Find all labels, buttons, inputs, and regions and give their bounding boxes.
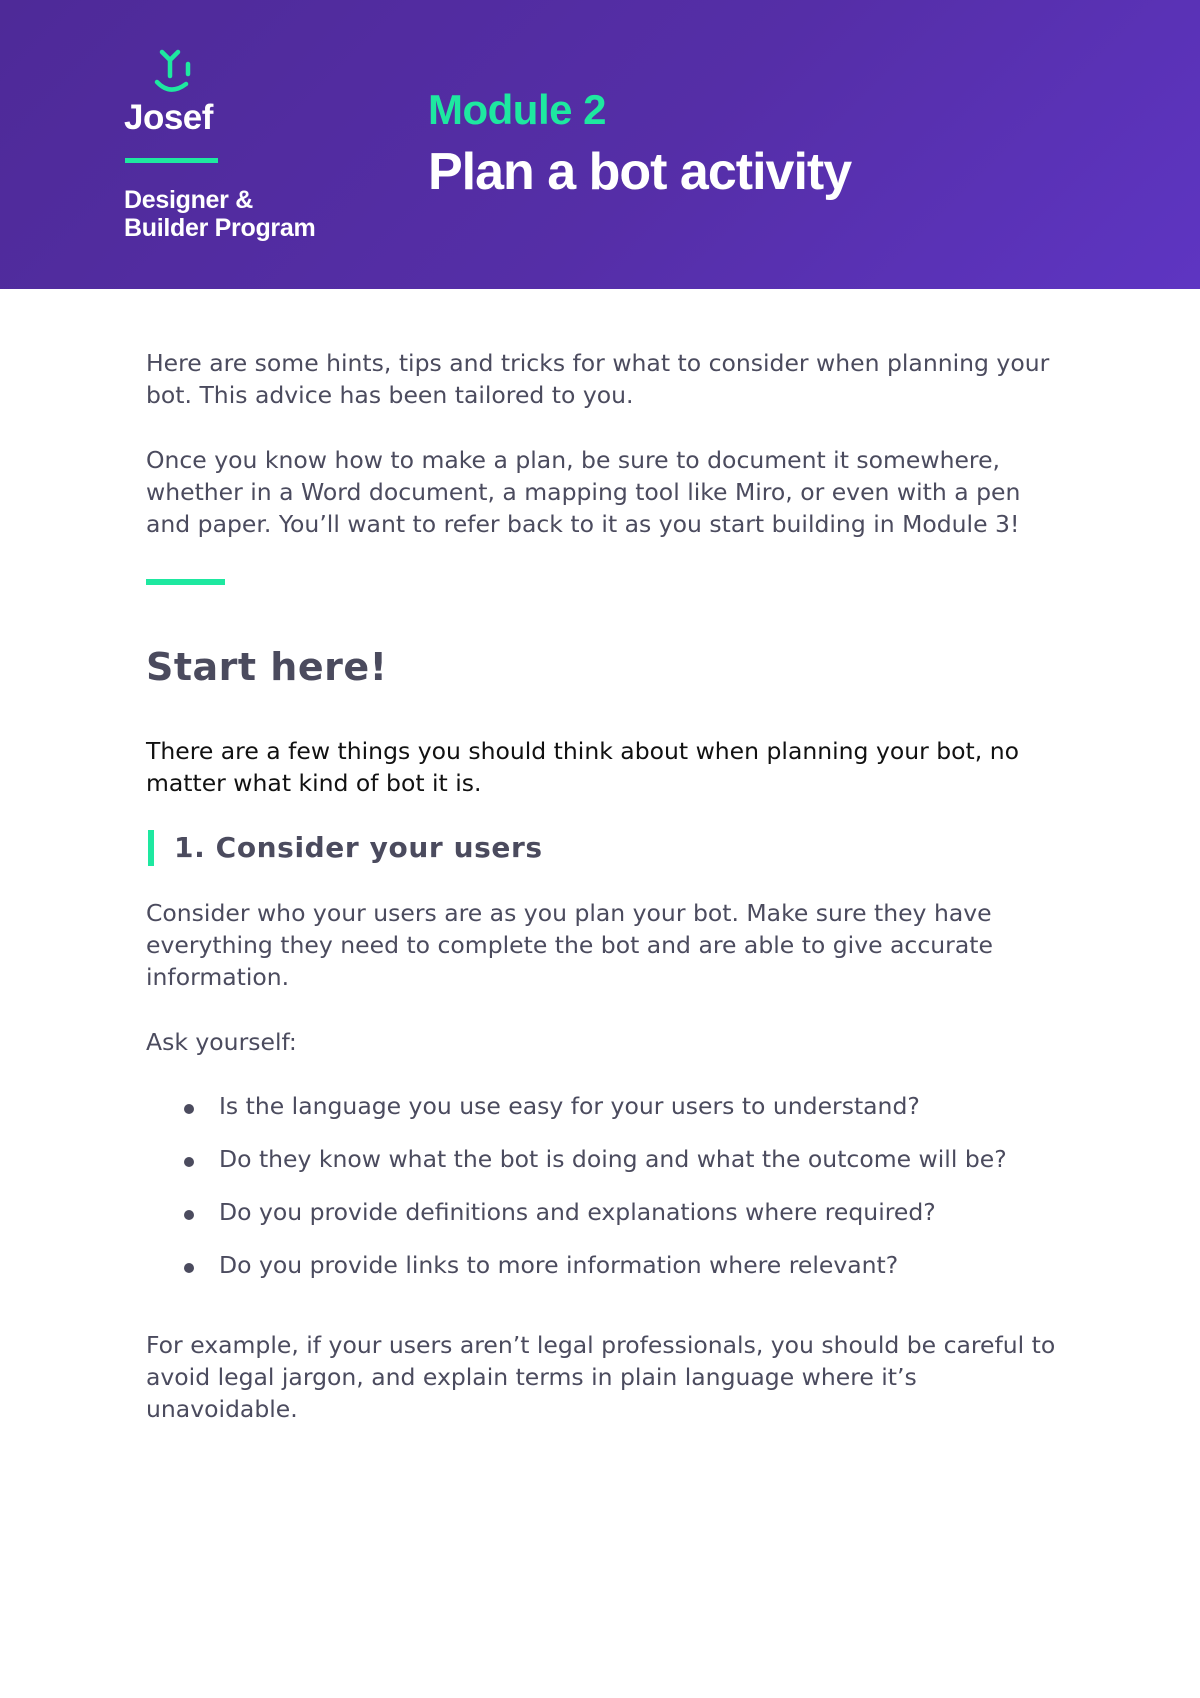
section-1-paragraph: Consider who your users are as you plan your bot. Make sure they have everything they need to complete the bot and are able to give accurate information. [146,899,993,991]
list-item [146,1196,1066,1249]
bullet-icon [184,1210,194,1220]
module-label: Module 2 [428,86,607,133]
start-lead-paragraph: There are a few things you should think about when planning your bot, no matter what kind of bot it is. [146,737,1019,797]
list-item-text: Do they know what the bot is doing and what the outcome will be? [219,1145,1007,1173]
brand-divider [125,158,218,163]
section-1-heading [146,828,1066,868]
list-item [146,1143,1066,1196]
bullet-icon [184,1157,194,1167]
list-item [146,1090,1066,1143]
list-item-text: Do you provide definitions and explanations where required? [219,1198,936,1226]
list-item [146,1249,1066,1302]
page-header [0,0,1200,289]
start-heading: Start here! [146,645,388,689]
bullet-icon [184,1263,194,1273]
brand-name: Josef [124,98,213,137]
list-item-text: Do you provide links to more information where relevant? [219,1251,899,1279]
example-paragraph: For example, if your users aren’t legal professionals, you should be careful to avoid legal jargon, and explain terms in plain language where it’s unavoidable. [146,1331,1056,1423]
question-list [146,1090,1066,1302]
section-divider [146,579,225,585]
josef-logo-icon [154,48,198,96]
program-name-line-1: Designer & [124,186,253,214]
main-content [146,347,1066,1425]
page-title: Plan a bot activity [428,143,852,201]
ask-yourself-label: Ask yourself: [146,1028,297,1056]
heading-accent-bar [148,830,154,866]
intro-paragraph-1: Here are some hints, tips and tricks for what to consider when planning your bot. This advice has been tailored to you. [146,349,1050,409]
program-name-line-2: Builder Program [124,214,316,242]
list-item-text: Is the language you use easy for your users to understand? [219,1092,920,1120]
section-1-title: 1. Consider your users [174,831,543,864]
intro-paragraph-2: Once you know how to make a plan, be sure to document it somewhere, whether in a Word document, a mapping tool like Miro, or even with a pen and paper. You’ll want to refer back to it as you start building in Module 3! [146,446,1021,538]
bullet-icon [184,1104,194,1114]
